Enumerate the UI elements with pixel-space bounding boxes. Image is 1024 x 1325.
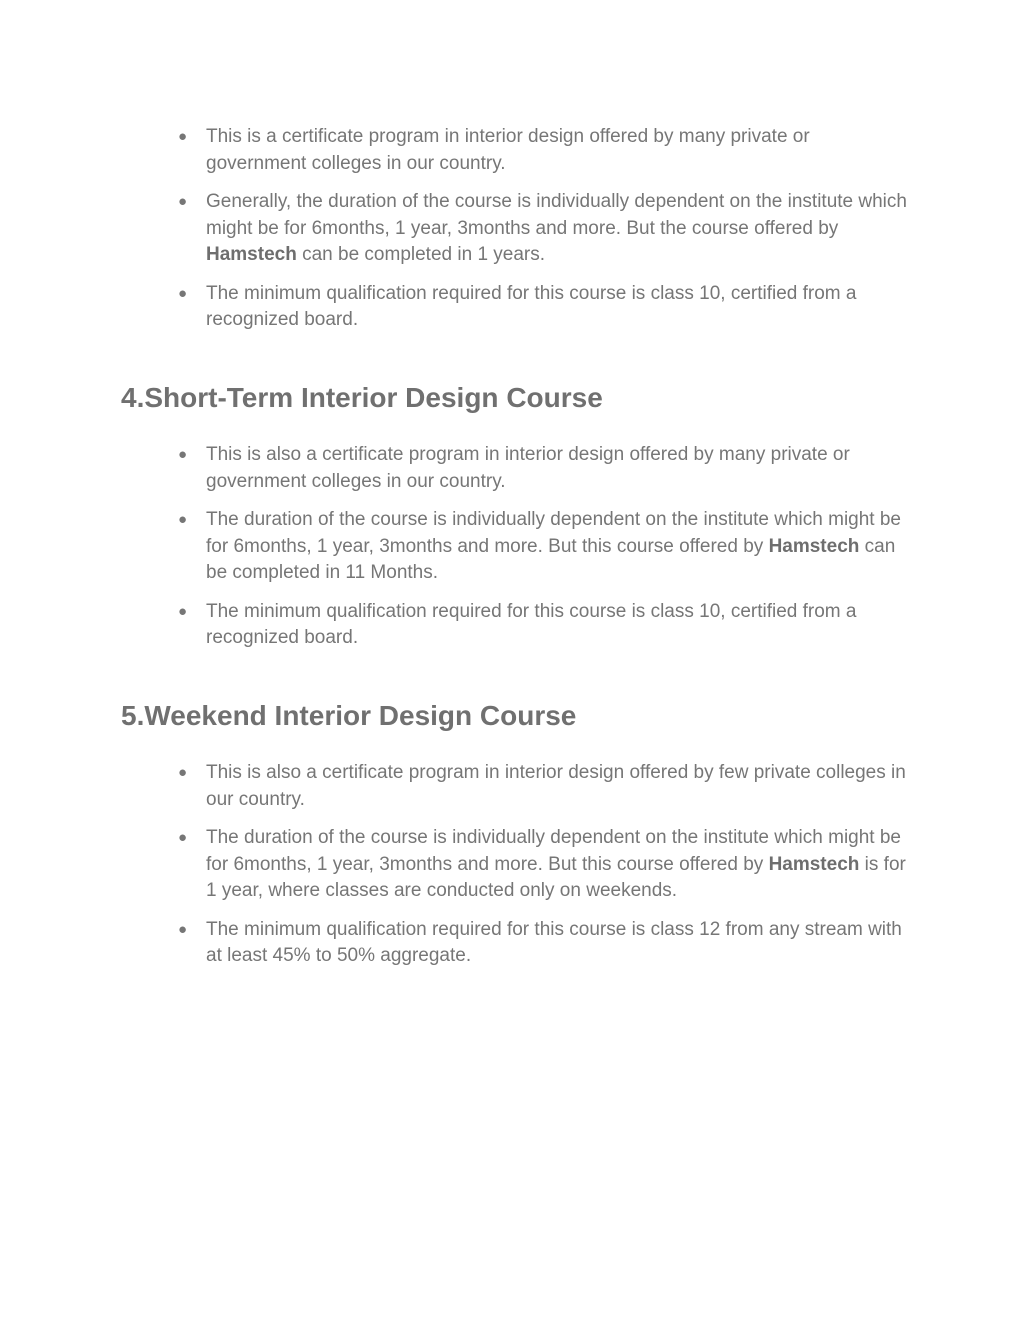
list-item-text: The minimum qualification required for this course is class 12 from any stream with at least 45% to 50% aggregate. [206,918,902,966]
list-item [178,124,908,177]
bullet-icon: ● [178,446,188,463]
bullet-icon: ● [178,284,188,302]
bullet-icon: ● [178,764,188,781]
bullet-icon: ● [178,193,188,210]
list-item-text: The minimum qualification required for this course is class 10, certified from a recognized board. [206,600,857,648]
list-item [178,760,908,813]
bullet-icon: ● [178,829,188,846]
list-item [178,825,908,905]
bullet-icon: ● [178,602,188,620]
list-item [178,599,908,652]
list-item-text: The duration of the course is individually dependent on the institute which might be for 6months, 1 year, 3months and more. But this course offered by Hamstech can be completed in 11 Months. [206,509,901,583]
bullet-icon: ● [178,511,188,528]
bullet-list-short-term [178,442,908,664]
list-item-text: This is also a certificate program in interior design offered by many private or government colleges in our country. [206,444,850,492]
section-heading-weekend: 5.Weekend Interior Design Course [121,700,577,731]
bullet-icon: ● [178,128,188,145]
list-item [178,281,908,334]
list-item [178,917,908,970]
list-item [178,507,908,587]
bullet-icon: ● [178,920,188,938]
list-item-text: The duration of the course is individually dependent on the institute which might be for 6months, 1 year, 3months and more. But this course offered by Hamstech is for 1 year, where classes are conducted only on weekends. [206,827,906,901]
list-item [178,442,908,495]
list-item [178,189,908,269]
list-item-text: The minimum qualification required for this course is class 10, certified from a recognized board. [206,282,857,330]
list-item-text: This is also a certificate program in interior design offered by few private colleges in our country. [206,762,906,810]
list-item-text: This is a certificate program in interior design offered by many private or government colleges in our country. [206,126,810,174]
section-heading-short-term: 4.Short-Term Interior Design Course [121,382,603,413]
bullet-list-weekend [178,760,908,982]
list-item-text: Generally, the duration of the course is individually dependent on the institute which might be for 6months, 1 year, 3months and more. But the course offered by Hamstech can be completed in 1 years. [206,191,907,265]
bullet-list-certificate [178,124,908,346]
